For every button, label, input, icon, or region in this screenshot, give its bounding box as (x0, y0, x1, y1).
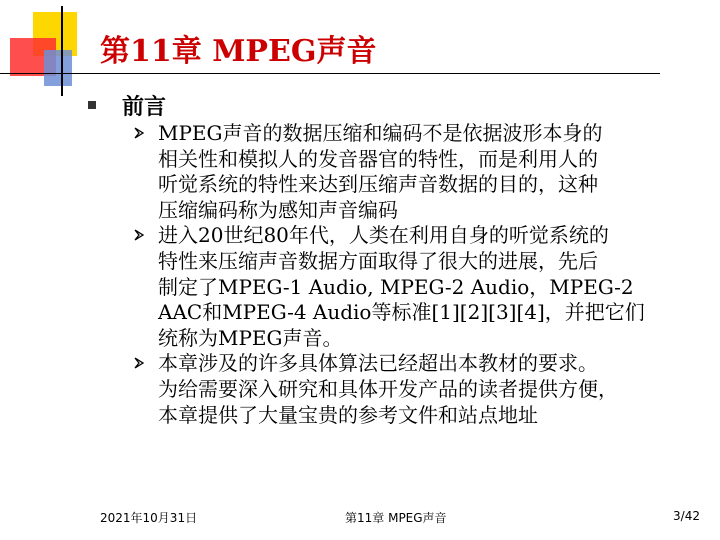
bullet-line: 为给需要深入研究和具体开发产品的读者提供方便， (158, 376, 618, 401)
bullet-line: MPEG声音的数据压缩和编码不是依据波形本身的 (158, 121, 603, 145)
section-label: 前言 (122, 94, 167, 120)
page-number: 3/42 (673, 509, 700, 523)
bullet-line: AAC和MPEG-4 Audio等标准[1][2][3][4]，并把它们 (158, 300, 645, 325)
arrow-bullet-icon (134, 229, 144, 241)
footer-date: 2021年10月31日 (100, 511, 198, 525)
bullet-list (134, 121, 704, 428)
bullet-line: 特性来压缩声音数据方面取得了很大的进展，先后 (158, 248, 598, 273)
slide-title: 第11章 MPEG声音 (100, 34, 377, 69)
bullet-item-1 (134, 121, 704, 223)
bullet-line: 本章涉及的许多具体算法已经超出本教材的要求。 (158, 351, 598, 376)
title-underline (0, 73, 660, 74)
arrow-bullet-icon (134, 127, 144, 139)
bullet-line: 进入20世纪80年代，人类在利用自身的听觉系统的 (158, 223, 609, 248)
bullet-line: 听觉系统的特性来达到压缩声音数据的目的，这种 (158, 172, 598, 197)
bullet-line: 制定了MPEG-1 Audio, MPEG-2 Audio，MPEG-2 (158, 274, 634, 299)
bullet-item-3 (134, 351, 704, 428)
bullet-item-2 (134, 223, 704, 351)
arrow-bullet-icon (134, 357, 144, 369)
bullet-line: 压缩编码称为感知声音编码 (158, 197, 398, 222)
bullet-line: 统称为MPEG声音。 (158, 325, 343, 350)
decor-vertical-line (61, 6, 63, 96)
square-bullet-icon (88, 101, 96, 109)
bullet-line: 相关性和模拟人的发音器官的特性，而是利用人的 (158, 146, 598, 171)
decor-blue-square (44, 50, 72, 86)
section-heading (88, 90, 166, 121)
footer-title: 第11章 MPEG声音 (345, 511, 447, 525)
bullet-line: 本章提供了大量宝贵的参考文件和站点地址 (158, 402, 538, 427)
